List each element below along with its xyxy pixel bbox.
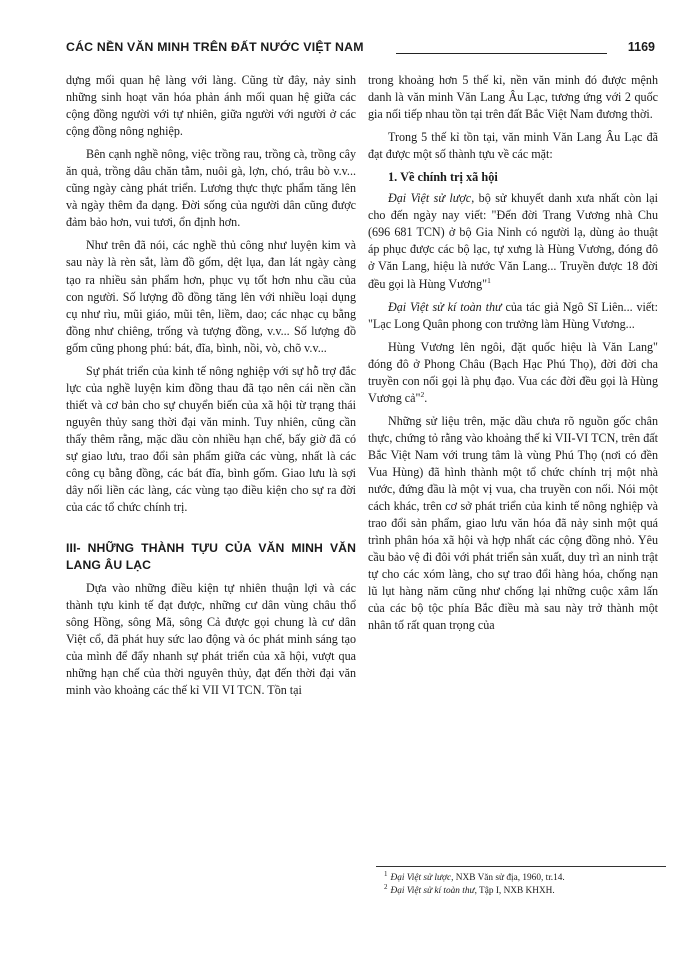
book-title: Đại Việt sử lược [388, 191, 472, 206]
paragraph: Hùng Vương lên ngôi, đặt quốc hiệu là Văn Lang" đóng đô ở Phong Châu (Bạch Hạc Phú Thọ), đời đời cha truyền con nối gọi là phụ đạo. Vua các đời đều gọi là Hùng Vương cả"$^2$. [368, 339, 658, 405]
paragraph: Trong 5 thế kỉ tồn tại, văn minh Văn Lang Âu Lạc đã đạt được một số thành tựu về các mặt: [368, 130, 658, 162]
footnote [376, 882, 666, 898]
paragraph [368, 190, 658, 292]
right-column [368, 72, 658, 640]
footnote-text: , Tập I, NXB KHXH. [474, 886, 555, 896]
section-heading: III- NHỮNG THÀNH TỰU CỦA VĂN MINH VĂN LANG ÂU LẠC [66, 541, 356, 573]
paragraph-text: , bộ sử khuyết danh xưa nhất còn lại cho đến ngày nay viết: "Đến đời Trang Vương nhà Chu (696 681 TCN) ở bộ Gia Ninh có người lạ, dùng ảo thuật áp phục được các bộ lạc, tự xưng là Hùng Vương, đóng đô ở Văn Lang, hiệu là nước Văn Lang... Truyền được 18 đời đều gọi là Hùng Vương" [368, 191, 658, 291]
running-title: CÁC NỀN VĂN MINH TRÊN ĐẤT NƯỚC VIỆT NAM [66, 40, 364, 54]
footnote-mark: 2 [384, 882, 388, 891]
footnote-mark: 1 [384, 869, 388, 878]
book-title: Đại Việt sử kí toàn thư [388, 299, 502, 314]
paragraph-text: của tác giả Ngô Sĩ Liên... viết: "Lạc Long Quân phong con trưởng làm Hùng Vương... [368, 299, 658, 331]
paragraph: trong khoảng hơn 5 thế kỉ, nền văn minh đó được mệnh danh là văn minh Văn Lang Âu Lạc, tương ứng với 2 quốc gia nối tiếp nhau tồn tại trên đất Bắc Việt Nam đương thời. [368, 73, 658, 122]
footnote-title: Đại Việt sử kí toàn thư [390, 886, 475, 896]
paragraph: Những sử liệu trên, mặc dầu chưa rõ nguồn gốc chân thực, chứng tỏ rằng vào khoảng thế kỉ VII-VI TCN, trên đất Bắc Việt Nam với trung tâm là vùng Phú Thọ (nơi có đền Vua Hùng) đã hình thành một tổ chức chính trị một nhà nước, đứng đầu là một vị vua, cha truyền con nối. Nói một cách khác, trên cơ sở phát triển của kinh tế nông nghiệp và trao đổi sản phẩm, giao lưu văn hóa đã nảy sinh một quá trình phân hóa xã hội và hợp nhất các cộng đồng nhỏ. Yêu cầu bảo vệ đi đôi với phát triển sản xuất, duy trì an ninh trật tự cho các xóm làng, cho sự trao đổi hàng hóa, chống nạn lũ lụt hàng năm cũng như chống lại những cuộc xâm lấn của các bộ tộc phía Bắc điều mà sau này trở thành một nhân tố rất quan trọng của [368, 413, 658, 633]
left-column [66, 72, 356, 706]
paragraph: Bên cạnh nghề nông, việc trồng rau, trồng cà, trồng cây ăn quả, trồng dâu chăn tằm, nuôi gà, lợn, chó, trâu bò v.v... cũng ngày càng phát triển. Lương thực thực phẩm tăng lên và ngày thêm đa dạng. Đời sống của người dân cũng được đảm bảo hơn, vui tươi, ổn định hơn. [66, 147, 356, 230]
paragraph [368, 299, 658, 333]
footnote-text: , NXB Văn sử địa, 1960, tr.14. [451, 873, 565, 883]
footnote [376, 869, 666, 885]
paragraph-text: Hùng Vương lên ngôi, đặt quốc hiệu là Văn Lang" đóng đô ở Phong Châu (Bạch Hạc Phú Thọ), đời đời cha truyền con nối gọi là phụ đạo. Vua các đời đều gọi là Hùng Vương cả" [368, 339, 658, 405]
footnote-ref: 1 [487, 275, 491, 285]
page-number: 1169 [627, 40, 655, 54]
footnotes [376, 866, 666, 898]
paragraph: Dựa vào những điều kiện tự nhiên thuận lợi và các thành tựu kinh tế đạt được, những cư dân vùng châu thổ sông Hồng, sông Mã, sông Cả được gọi chung là cư dân Việt cổ, đã phát huy sức lao động và óc phát minh sáng tạo của mình để đẩy nhanh sự phát triển của xã hội, vượt qua những hạn chế của thời nguyên thủy, đạt đến thời đại văn minh vào khoảng các thế kỉ VII VI TCN. Tồn tại [66, 581, 356, 698]
footnote-title: Đại Việt sử lược [390, 873, 452, 883]
page-header [66, 36, 655, 62]
subheading: 1. Về chính trị xã hội [388, 170, 498, 185]
paragraph: Như trên đã nói, các nghề thủ công như luyện kim và sau này là rèn sắt, làm đồ gốm, dệt lụa, đan lát ngày càng tạo ra nhiều sản phẩm hơn, phục vụ tốt hơn nhu cầu của con người. Số lượng đồ đồng tăng lên với nhiều loại dụng cụ như rìu, mũi giáo, mũi tên, liềm, dao; các nhạc cụ bằng đồng như chiêng, trống và tượng đồng, v.v... Số lượng đồ gốm cũng phong phú: bát, đĩa, bình, nồi, vò, chõ v.v... [66, 238, 356, 355]
paragraph: Sự phát triển của kinh tế nông nghiệp với sự hỗ trợ đắc lực của nghề luyện kim đồng thau đã tạo nên cái nền cần thiết và cơ bản cho sự chuyển biến của xã hội từ trạng thái nguyên thủy sang thời đại văn minh. Tuy nhiên, cũng cần thấy thêm rằng, mặc dầu còn nhiều hạn chế, bấy giờ đã có sự giao lưu, trao đổi sản phẩm giữa các vùng, nhất là các công cụ bằng đồng, các bát đĩa, bình gốm. Giao lưu là sợi dây nối liền các làng, các vùng tạo điều kiện cho sự ra đời của các tổ chức chính trị. [66, 363, 356, 515]
header-rule [396, 53, 607, 54]
footnote-ref: 2 [420, 389, 425, 399]
paragraph: dựng mối quan hệ làng với làng. Cũng từ đây, nảy sinh những sinh hoạt văn hóa phản ánh mối quan hệ giữa các cộng đồng người với tự nhiên, giữa người với người ở các cộng đồng nông nghiệp. [66, 73, 356, 139]
